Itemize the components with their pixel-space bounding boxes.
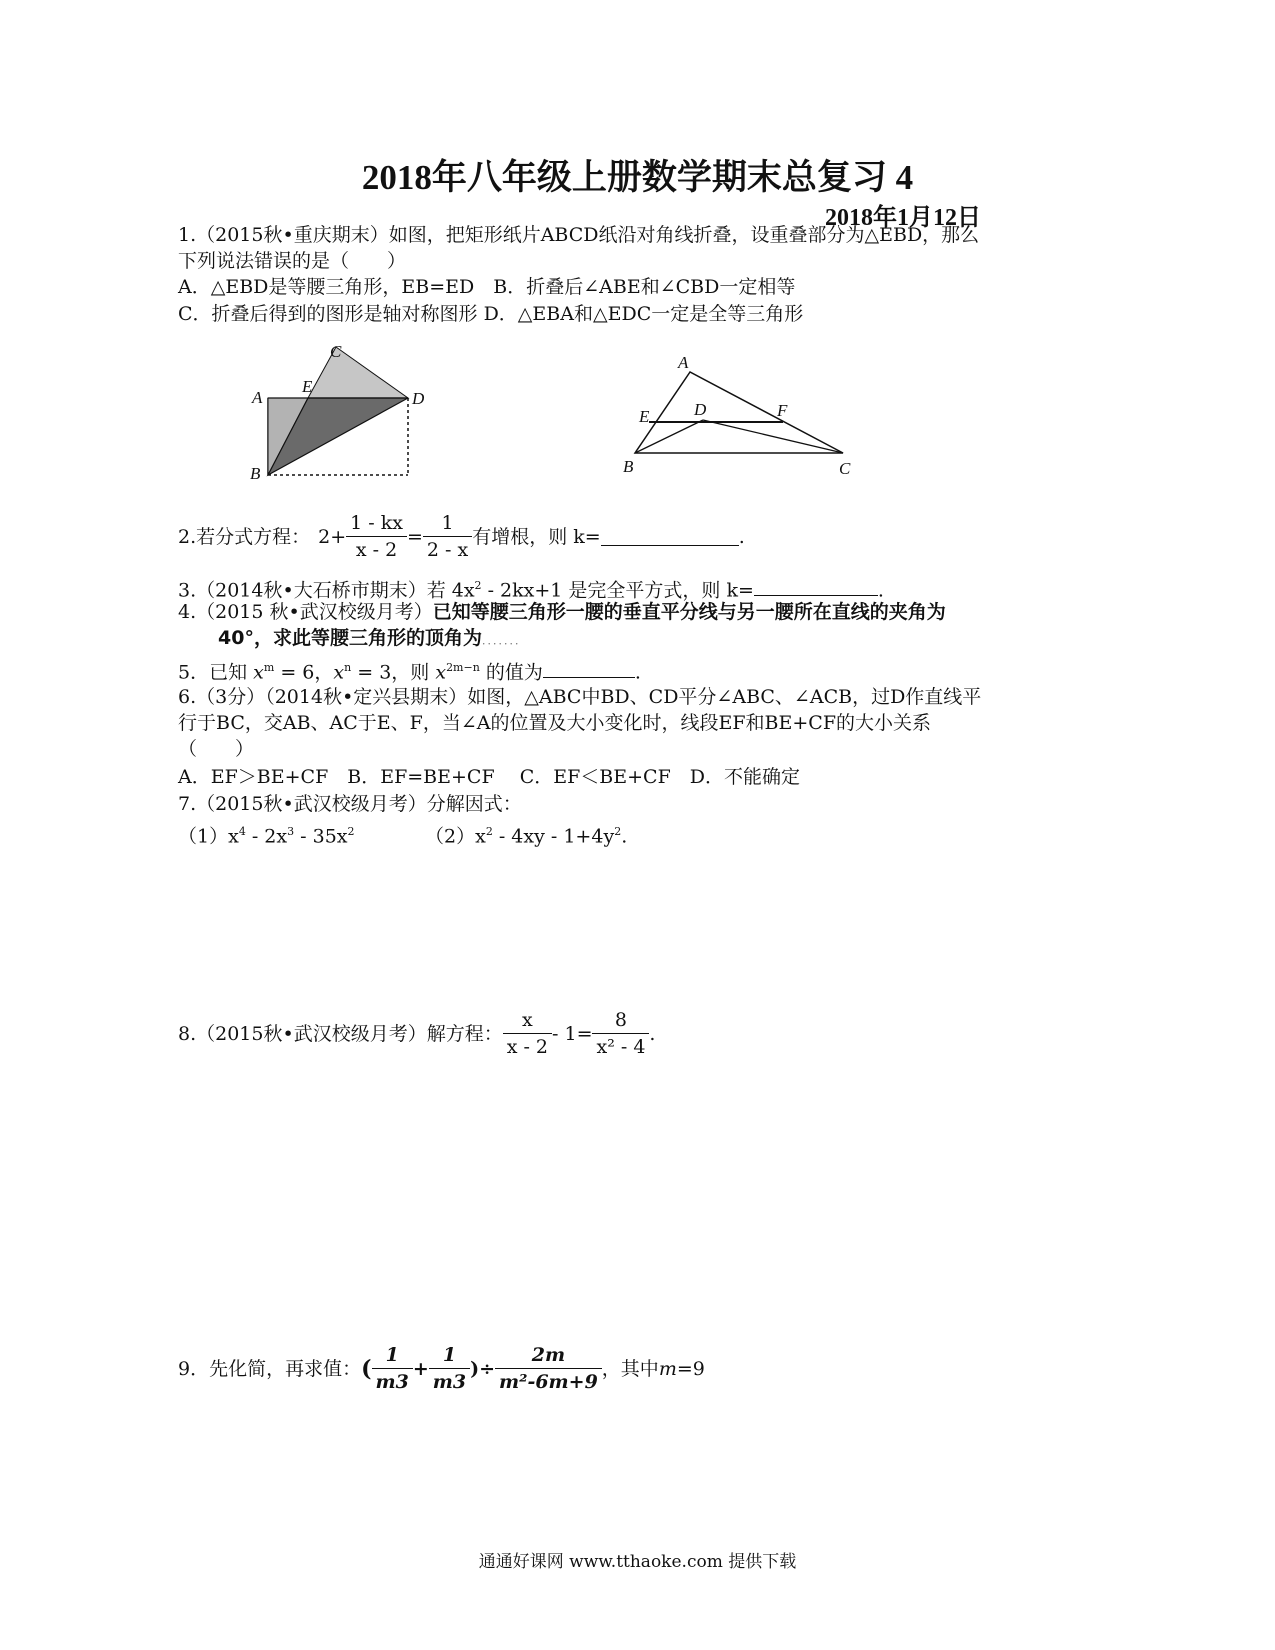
q9-suffix: ，其中 — [601, 1357, 659, 1380]
q5-x3: x — [435, 661, 447, 684]
q8-fraction-2: $\frac{8}{\text{x² - 4}}$ — [592, 1007, 649, 1060]
q9-close: )÷ — [470, 1357, 496, 1380]
q5-x2: x — [333, 661, 345, 684]
q7-part2: $(2)x^2 - 4xy - 1+4y^2$. — [425, 825, 628, 848]
q4-dots: ．．．．．．． — [481, 634, 526, 647]
q9-open: ( — [361, 1355, 372, 1382]
q2-two-plus: 2+ — [318, 525, 347, 548]
q4-prefix: 4.（2015 秋•武汉校级月考） — [178, 601, 433, 623]
footer: 通通好课网 www.tthaoke.com 提供下载 — [478, 1552, 797, 1572]
fig2-label-e: E — [639, 407, 650, 426]
q9-fraction-1: $\frac{1}{m3}$ — [372, 1342, 413, 1395]
q6-line2: 行于BC，交AB、AC于E、F，当∠A的位置及大小变化时，线段EF和BE+CF的大小关系 — [178, 712, 932, 734]
fig1-label-d: D — [412, 389, 425, 408]
fig2-label-a: A — [678, 353, 689, 372]
fig2-label-f: F — [777, 401, 788, 420]
q2-equals: = — [406, 525, 423, 548]
q8-prefix: 8.（2015秋•武汉校级月考）解方程： — [178, 1022, 503, 1045]
q1-options-cd: C．折叠后得到的图形是轴对称图形 D．△EBA和△EDC一定是全等三角形 — [178, 303, 804, 325]
q4-line2 — [218, 625, 526, 654]
q2-fraction-1: $\frac{1 - kx}{x - 2}$ — [346, 510, 407, 563]
q8-fraction-1: $\frac{x}{x - 2}$ — [503, 1007, 552, 1060]
q5-answer-blank — [543, 659, 635, 678]
q9-prefix: 9．先化简，再求值： — [178, 1357, 362, 1380]
q5-exp-3: 2m−n — [446, 661, 480, 674]
fig2-label-d: D — [694, 400, 707, 419]
q9-plus: + — [412, 1357, 429, 1380]
q2-suffix: 有增根，则 k= — [472, 525, 601, 548]
date: 2018年1月12日 — [825, 205, 981, 231]
fig1-label-b: B — [250, 464, 261, 483]
q9-fraction-3: $\frac{2m}{\text{m²-6m+9}}$ — [495, 1342, 602, 1395]
q8-middle: - 1= — [552, 1022, 593, 1045]
fig2-label-b: B — [623, 457, 634, 476]
q6-line3: （ ） — [178, 738, 255, 760]
q4-bold-2: 40°，求此等腰三角形的顶角为 — [218, 627, 482, 649]
q2-fraction-2: $\frac{1}{2 - x}$ — [423, 510, 472, 563]
q1-stem-line1: 1.（2015秋•重庆期末）如图，把矩形纸片ABCD纸沿对角线折叠，设重叠部分为△EBD，那么 — [178, 224, 980, 246]
q3-answer-blank — [754, 577, 878, 596]
figure-folded-rectangle — [240, 335, 430, 485]
q2-prefix: 2.若分式方程： — [178, 525, 311, 548]
fig1-label-c: C — [330, 342, 342, 361]
q5-end: . — [634, 661, 641, 684]
figure-triangle-bisectors — [615, 350, 865, 480]
q5-x1: x — [253, 661, 264, 684]
q9 — [178, 1342, 705, 1395]
q9-fraction-2: $\frac{1}{m3}$ — [429, 1342, 470, 1395]
q5-exp-m: m — [263, 661, 275, 674]
q5-eq2: = 3，则 — [351, 661, 436, 684]
q5-eq1: = 6， — [274, 661, 334, 684]
fig1-label-a: A — [252, 388, 263, 407]
q3-prefix: 3.（2014秋•大石桥市期末）若 4x — [178, 579, 475, 602]
q9-var: m — [658, 1357, 677, 1380]
q5 — [178, 655, 641, 685]
q2-answer-blank — [601, 527, 739, 546]
q3-end: . — [877, 579, 884, 602]
q9-value: =9 — [676, 1357, 705, 1380]
q7-part1: $(1)x^4 - 2x^3 - 35x^2$ — [178, 825, 355, 848]
q7-stem: 7.（2015秋•武汉校级月考）分解因式： — [178, 793, 522, 815]
page-title: 2018年八年级上册数学期末总复习 4 — [361, 158, 914, 197]
q6-options: A．EF＞BE+CF B．EF=BE+CF C．EF＜BE+CF D．不能确定 — [178, 766, 800, 788]
q5-prefix: 5．已知 — [178, 661, 254, 684]
q6-line1: 6.（3分）（2014秋•定兴县期末）如图，△ABC中BD、CD平分∠ABC、∠ACB，过D作直线平 — [178, 686, 982, 708]
q1-options-ab: A．△EBD是等腰三角形，EB=ED B．折叠后∠ABE和∠CBD一定相等 — [178, 276, 796, 298]
q8 — [178, 1007, 655, 1060]
fig2-label-c: C — [839, 459, 851, 478]
q1-stem-line2: 下列说法错误的是（ ） — [178, 250, 407, 272]
q3-exponent: 2 — [474, 579, 482, 592]
q8-end: . — [649, 1022, 656, 1045]
q2-end: . — [738, 525, 745, 548]
q2 — [178, 510, 745, 563]
q4-line1 — [178, 599, 946, 625]
q4-bold-1: 已知等腰三角形一腰的垂直平分线与另一腰所在直线的夹角为 — [432, 601, 946, 623]
q3-middle: - 2kx+1 是完全平方式，则 k= — [481, 579, 754, 602]
fig1-label-e: E — [302, 377, 313, 396]
q5-suffix: 的值为 — [479, 661, 543, 684]
q5-exp-n: n — [344, 661, 352, 674]
